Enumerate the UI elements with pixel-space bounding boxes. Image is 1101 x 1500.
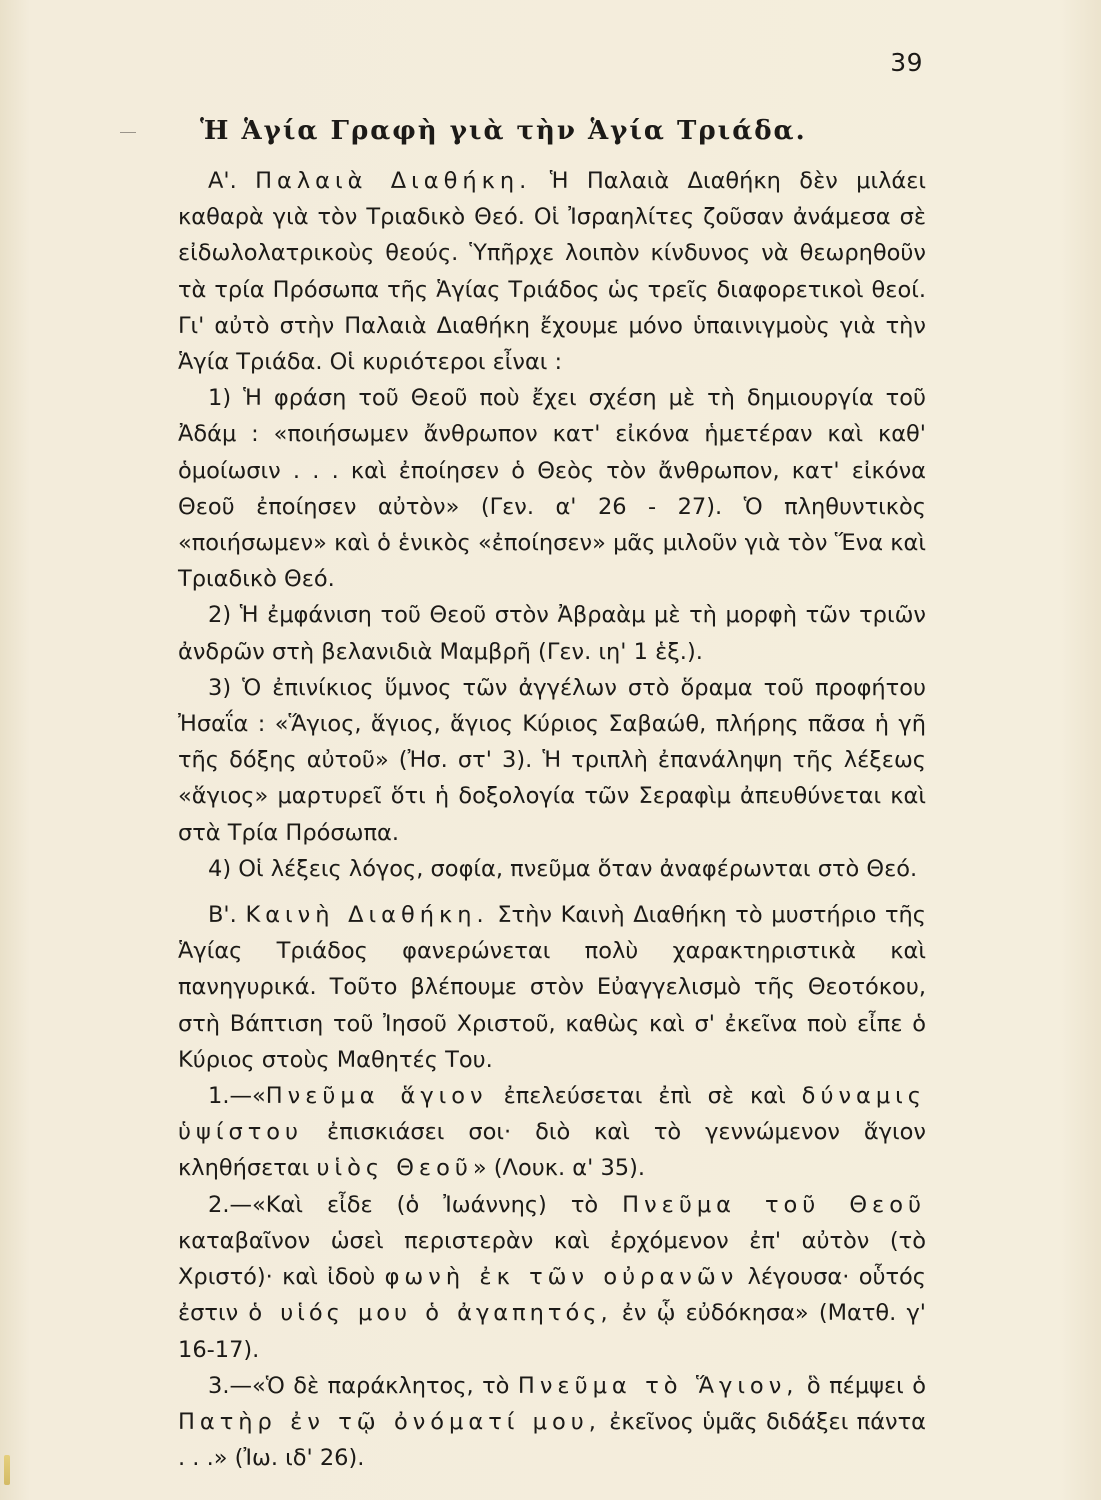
quote-3-number: 3.— [208, 1372, 252, 1399]
quote-2-text: ἐν ᾧ εὐδόκησα» (Ματθ. γ' 16-17). [178, 1300, 926, 1363]
quote-3-text: ὃ πέμψει ὁ [798, 1372, 926, 1399]
quote-3-text: «Ὁ δὲ παράκλητος, τὸ [251, 1372, 518, 1399]
quote-2-text: καταβαῖνον ὡσεὶ περιστερὰν καὶ ἐρχόμενον ἐπ' αὐτὸν (τὸ Χριστό)· καὶ ἰδοὺ [178, 1227, 926, 1291]
section-a-title: Παλαιὰ Διαθήκη. [255, 168, 532, 194]
quote-2-text: λέγουσα· οὗτός ἐστιν [178, 1264, 926, 1327]
section-a-item-3: 3) Ὁ ἐπινίκιος ὕμνος τῶν ἀγγέλων στὸ ὅραμα τοῦ προφήτου Ἠσαΐα : «Ἅγιος, ἅγιος, ἅγιος Κύριος Σαβαώθ, πλήρης πᾶσα ἡ γῆ τῆς δόξης αὐτοῦ» (Ἠσ. στ' 3). Ἡ τριπλὴ ἐπανάληψη τῆς λέξεως «ἅγιος» μαρτυρεῖ ὅτι ἡ δοξολογία τῶν Σεραφὶμ ἀπευθύνεται καὶ στὰ Τρία Πρόσωπα. [178, 674, 926, 846]
chapter-heading: Ἡ Ἁγία Γραφὴ γιὰ τὴν Ἁγία Τριάδα. [200, 116, 807, 146]
quote-1-text: ἐπισκιάσει σοι· διὸ καὶ τὸ γεννώμενον ἅγιον κληθήσεται [178, 1119, 926, 1182]
quote-2-emphasis-1: Πνεῦμα τοῦ Θεοῦ [622, 1191, 927, 1218]
body-text [178, 163, 926, 1476]
quote-john [178, 1368, 926, 1477]
quote-1-number: 1.— [208, 1083, 252, 1110]
section-b-label: Β'. [208, 902, 237, 929]
quote-1-text: ἐπελεύσεται ἐπὶ σὲ καὶ [487, 1083, 802, 1110]
quote-1-text: » (Λουκ. α' 35). [472, 1155, 646, 1182]
quote-1-emphasis-1: Πνεῦμα ἅγιον [265, 1083, 488, 1110]
quote-1-emphasis-2: δύναμις ὑψίστου [178, 1083, 926, 1146]
page-number: 39 [890, 48, 923, 77]
quote-2-emphasis-3: ὁ υἱός μου ὁ ἀγαπητός, [248, 1300, 612, 1327]
section-a-item-2: 2) Ἡ ἐμφάνιση τοῦ Θεοῦ στὸν Ἀβραὰμ μὲ τὴ μορφὴ τῶν τριῶν ἀνδρῶν στὴ βελανιδιὰ Μαμβρῆ (Γεν. ιη' 1 ἑξ.). [178, 602, 926, 665]
section-b-intro [178, 897, 926, 1078]
quote-1-text: « [251, 1083, 266, 1110]
margin-mark [120, 132, 136, 133]
section-b-title: Καινὴ Διαθήκη. [245, 902, 489, 929]
section-a-item-1: 1) Ἡ φράση τοῦ Θεοῦ ποὺ ἔχει σχέση μὲ τὴ δημιουργία τοῦ Ἀδάμ : «ποιήσωμεν ἄνθρωπον κατ' εἰκόνα ἡμετέραν καὶ καθ' ὁμοίωσιν . . . καὶ ἐποίησεν ὁ Θεὸς τὸν ἄνθρωπον, κατ' εἰκόνα Θεοῦ ἐποίησεν αὐτὸν» (Γεν. α' 26 - 27). Ὁ πληθυντικὸς «ποιήσωμεν» καὶ ὁ ἑνικὸς «ἐποίησεν» μᾶς μιλοῦν γιὰ τὸν Ἕνα καὶ Τριαδικὸ Θεό. [178, 385, 926, 593]
quote-2-number: 2.— [208, 1191, 252, 1218]
section-a-label: Α'. [208, 168, 237, 194]
quote-1-emphasis-3: υἱὸς Θεοῦ [316, 1155, 473, 1182]
quote-3-emphasis-1: Πνεῦμα τὸ Ἅγιον, [517, 1372, 799, 1399]
section-b-intro-text: Στὴν Καινὴ Διαθήκη τὸ μυστήριο τῆς Ἁγίας Τριάδος φανερώνεται πολὺ χαρακτηριστικὰ καὶ πανηγυρικά. Τοῦτο βλέπουμε στὸν Εὐαγγελισμὸ τῆς Θεοτόκου, στὴ Βάπτιση τοῦ Ἰησοῦ Χριστοῦ, καθὼς καὶ σ' ἐκεῖνα ποὺ εἶπε ὁ Κύριος στοὺς Μαθητές Του. [178, 902, 926, 1073]
quote-2-emphasis-2: φωνὴ ἐκ τῶν οὐρανῶν [384, 1264, 739, 1291]
section-gap [178, 887, 926, 897]
page-edge-tab [4, 1455, 10, 1485]
quote-luke [178, 1078, 926, 1187]
quote-3-emphasis-2: Πατὴρ ἐν τῷ ὀνόματί μου, [178, 1408, 601, 1435]
section-a-intro [178, 163, 926, 380]
section-a-item-4: 4) Οἱ λέξεις λόγος, σοφία, πνεῦμα ὅταν ἀναφέρωνται στὸ Θεό. [208, 855, 918, 882]
section-a-intro-text: Ἡ Παλαιὰ Διαθήκη δὲν μιλάει καθαρὰ γιὰ τὸν Τριαδικὸ Θεό. Οἱ Ἰσραηλίτες ζοῦσαν ἀνάμεσα σὲ εἰδωλολατρικοὺς θεούς. Ὑπῆρχε λοιπὸν κίνδυνος νὰ θεωρηθοῦν τὰ τρία Πρόσωπα τῆς Ἁγίας Τριάδος ὡς τρεῖς διαφορετικοὶ θεοί. Γι' αὐτὸ στὴν Παλαιὰ Διαθήκη ἔχουμε μόνο ὑπαινιγμοὺς γιὰ τὴν Ἁγία Τριάδα. Οἱ κυριότεροι εἶναι : [178, 168, 927, 376]
quote-matthew [178, 1187, 926, 1368]
quote-2-text: «Καὶ εἶδε (ὁ Ἰωάννης) τὸ [251, 1191, 623, 1218]
quote-3-text: ἐκεῖνος ὑμᾶς διδάξει πάντα . . .» (Ἰω. ιδ' 26). [178, 1408, 926, 1472]
